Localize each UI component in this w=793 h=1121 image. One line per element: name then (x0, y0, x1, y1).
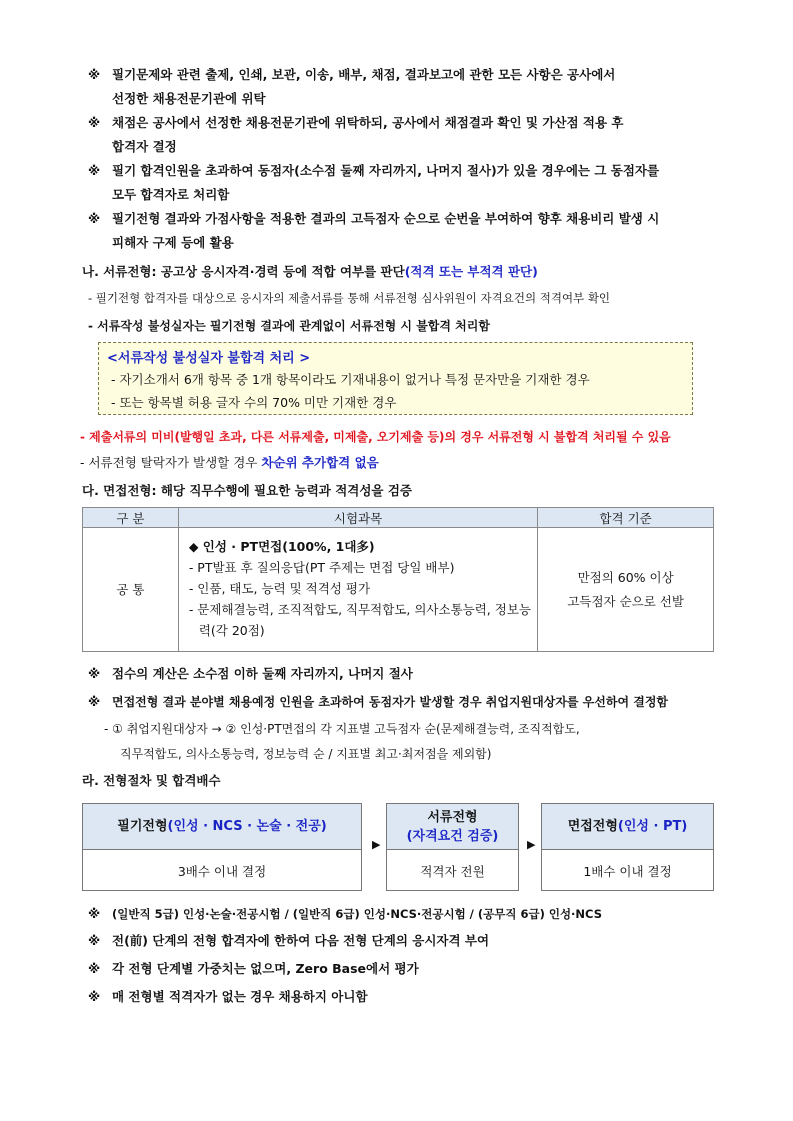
step-title-detail: (인성 · NCS · 논술 · 전공) (167, 819, 327, 834)
heading-text: 나. 서류전형: 공고상 응시자격·경력 등에 적합 여부를 판단 (82, 264, 405, 279)
note-line: 모두 합격자로 처리함 (112, 187, 230, 202)
note-mark: ※ (88, 211, 101, 226)
note-line: 점수의 계산은 소수점 이하 둘째 자리까지, 나머지 절사 (112, 666, 413, 681)
note-mark: ※ (88, 961, 101, 976)
subject-line: - PT발표 후 질의응답(PT 주제는 면접 당일 배부) (188, 560, 455, 575)
note-no-hire (88, 985, 728, 1009)
note-weighting (88, 957, 728, 981)
note-line: 전(前) 단계의 전형 합격자에 한하여 다음 전형 단계의 응시자격 부여 (112, 933, 490, 948)
flow-step-document (386, 803, 519, 891)
note-mark: ※ (88, 906, 101, 921)
note-line: 필기문제와 관련 출제, 인쇄, 보관, 이송, 배부, 채점, 결과보고에 관한 모든 사항은 공사에서 (112, 67, 616, 82)
note-exam-subjects (88, 902, 728, 926)
criteria-line: 만점의 60% 이상 (577, 569, 674, 585)
note-line: (일반직 5급) 인성·논술·전공시험 / (일반직 6급) 인성·NCS·전공시험 / (공무직 6급) 인성·NCS (112, 907, 602, 921)
note-mark: ※ (88, 163, 101, 178)
note-mark: ※ (88, 666, 101, 681)
note-line: 면접전형 결과 분야별 채용예정 인원을 초과하여 동점자가 발생할 경우 취업지원대상자를 우선하여 결정함 (112, 695, 669, 709)
note-score-calc (88, 662, 728, 686)
subject-heading: ◆ 인성 · PT면접(100%, 1대多) (188, 539, 375, 554)
line-highlight: 차순위 추가합격 없음 (261, 455, 379, 470)
step-title: 면접전형 (567, 819, 618, 834)
table-header: 구 분 (83, 508, 179, 528)
heading-highlight: (적격 또는 부적격 판단) (404, 264, 538, 279)
table-cell-criteria (538, 528, 714, 652)
note-line: 선정한 채용전문기관에 위탁 (112, 91, 266, 106)
flow-step-result: 1배수 이내 결정 (583, 864, 672, 879)
subject-line: - 인품, 태도, 능력 및 적격성 평가 (188, 581, 371, 596)
table-row (83, 528, 714, 652)
step-title: 필기전형 (117, 819, 168, 834)
missing-documents-warning: - 제출서류의 미비(발행일 초과, 다른 서류제출, 미제출, 오기제출 등)의 경우 서류전형 시 불합격 처리될 수 있음 (80, 430, 671, 444)
note-mark: ※ (88, 989, 101, 1004)
step-title: 서류전형 (427, 809, 478, 825)
note-mark: ※ (88, 933, 101, 948)
note-line: 매 전형별 적격자가 없는 경우 채용하지 아니함 (112, 989, 368, 1004)
tie-break-order-line: 직무적합도, 의사소통능력, 정보능력 순 / 지표별 최고·최저점을 제외함) (120, 747, 492, 761)
note-mark: ※ (88, 115, 101, 130)
note-mark: ※ (88, 694, 101, 709)
note-outsourcing (88, 63, 728, 111)
flow-step-interview (541, 803, 714, 891)
note-ranking (88, 207, 728, 255)
flow-step-result: 3배수 이내 결정 (177, 864, 267, 879)
section-heading-document-screening (82, 262, 538, 280)
note-line: 필기 합격인원을 초과하여 동점자(소수점 둘째 자리까지, 나머지 절사)가 있을 경우에는 그 동점자를 (112, 163, 660, 178)
criteria-line: 고득점자 순으로 선발 (567, 593, 684, 609)
box-title: <서류작성 불성실자 불합격 처리 > (107, 351, 311, 366)
flow-step-title (387, 804, 518, 850)
table-header-row (83, 508, 714, 528)
tie-break-order-line: - ① 취업지원대상자 → ② 인성·PT면접의 각 지표별 고득점자 순(문제해결능력, 조직적합도, (104, 722, 580, 736)
box-item: - 자기소개서 6개 항목 중 1개 항목이라도 기재내용이 없거나 특정 문자만을 기재한 경우 (111, 372, 590, 387)
document-screening-line-bold: - 서류작성 불성실자는 필기전형 결과에 관계없이 서류전형 시 불합격 처리함 (88, 319, 490, 333)
section-heading-interview: 다. 면접전형: 해당 직무수행에 필요한 능력과 적격성을 검증 (82, 483, 413, 498)
interview-table (82, 507, 714, 652)
note-line: 각 전형 단계별 가중치는 없으며, Zero Base에서 평가 (112, 961, 419, 976)
no-additional-pass-line (80, 453, 379, 471)
note-line: 채점은 공사에서 선정한 채용전문기관에 위탁하되, 공사에서 채점결과 확인 및 가산점 적용 후 (112, 115, 624, 130)
table-header: 합격 기준 (538, 508, 714, 528)
subject-line: - 문제해결능력, 조직적합도, 직무적합도, 의사소통능력, 정보능력(각 20점) (188, 602, 531, 638)
note-line: 합격자 결정 (112, 139, 177, 154)
flow-step-result: 적격자 전원 (420, 864, 485, 879)
arrow-icon: ▶ (372, 838, 381, 851)
line-text: - 서류전형 탈락자가 발생할 경우 (80, 455, 262, 470)
document-screening-line: - 필기전형 합격자를 대상으로 응시자의 제출서류를 통해 서류전형 심사위원이 자격요건의 적격여부 확인 (88, 291, 611, 305)
insincere-applicant-box (98, 342, 693, 415)
flow-step-title (542, 804, 713, 850)
note-eligibility (88, 929, 728, 953)
table-cell-category: 공 통 (83, 528, 179, 652)
section-heading-process: 라. 전형절차 및 합격배수 (82, 773, 221, 788)
flow-step-written (82, 803, 362, 891)
box-item: - 또는 항목별 허용 글자 수의 70% 미만 기재한 경우 (111, 395, 397, 410)
flow-step-title (83, 804, 361, 850)
table-cell-subjects (178, 528, 537, 652)
step-title-detail: (인성 · PT) (617, 819, 688, 834)
note-line: 필기전형 결과와 가점사항을 적용한 결과의 고득점자 순으로 순번을 부여하여 향후 채용비리 발생 시 (112, 211, 660, 226)
note-tie (88, 159, 728, 207)
note-mark: ※ (88, 67, 101, 82)
table-header: 시험과목 (178, 508, 537, 528)
step-title-detail: (자격요건 검증) (406, 828, 499, 844)
note-line: 피해자 구제 등에 활용 (112, 235, 234, 250)
note-interview-tie (88, 690, 738, 714)
arrow-icon: ▶ (527, 838, 536, 851)
note-grading (88, 111, 728, 159)
